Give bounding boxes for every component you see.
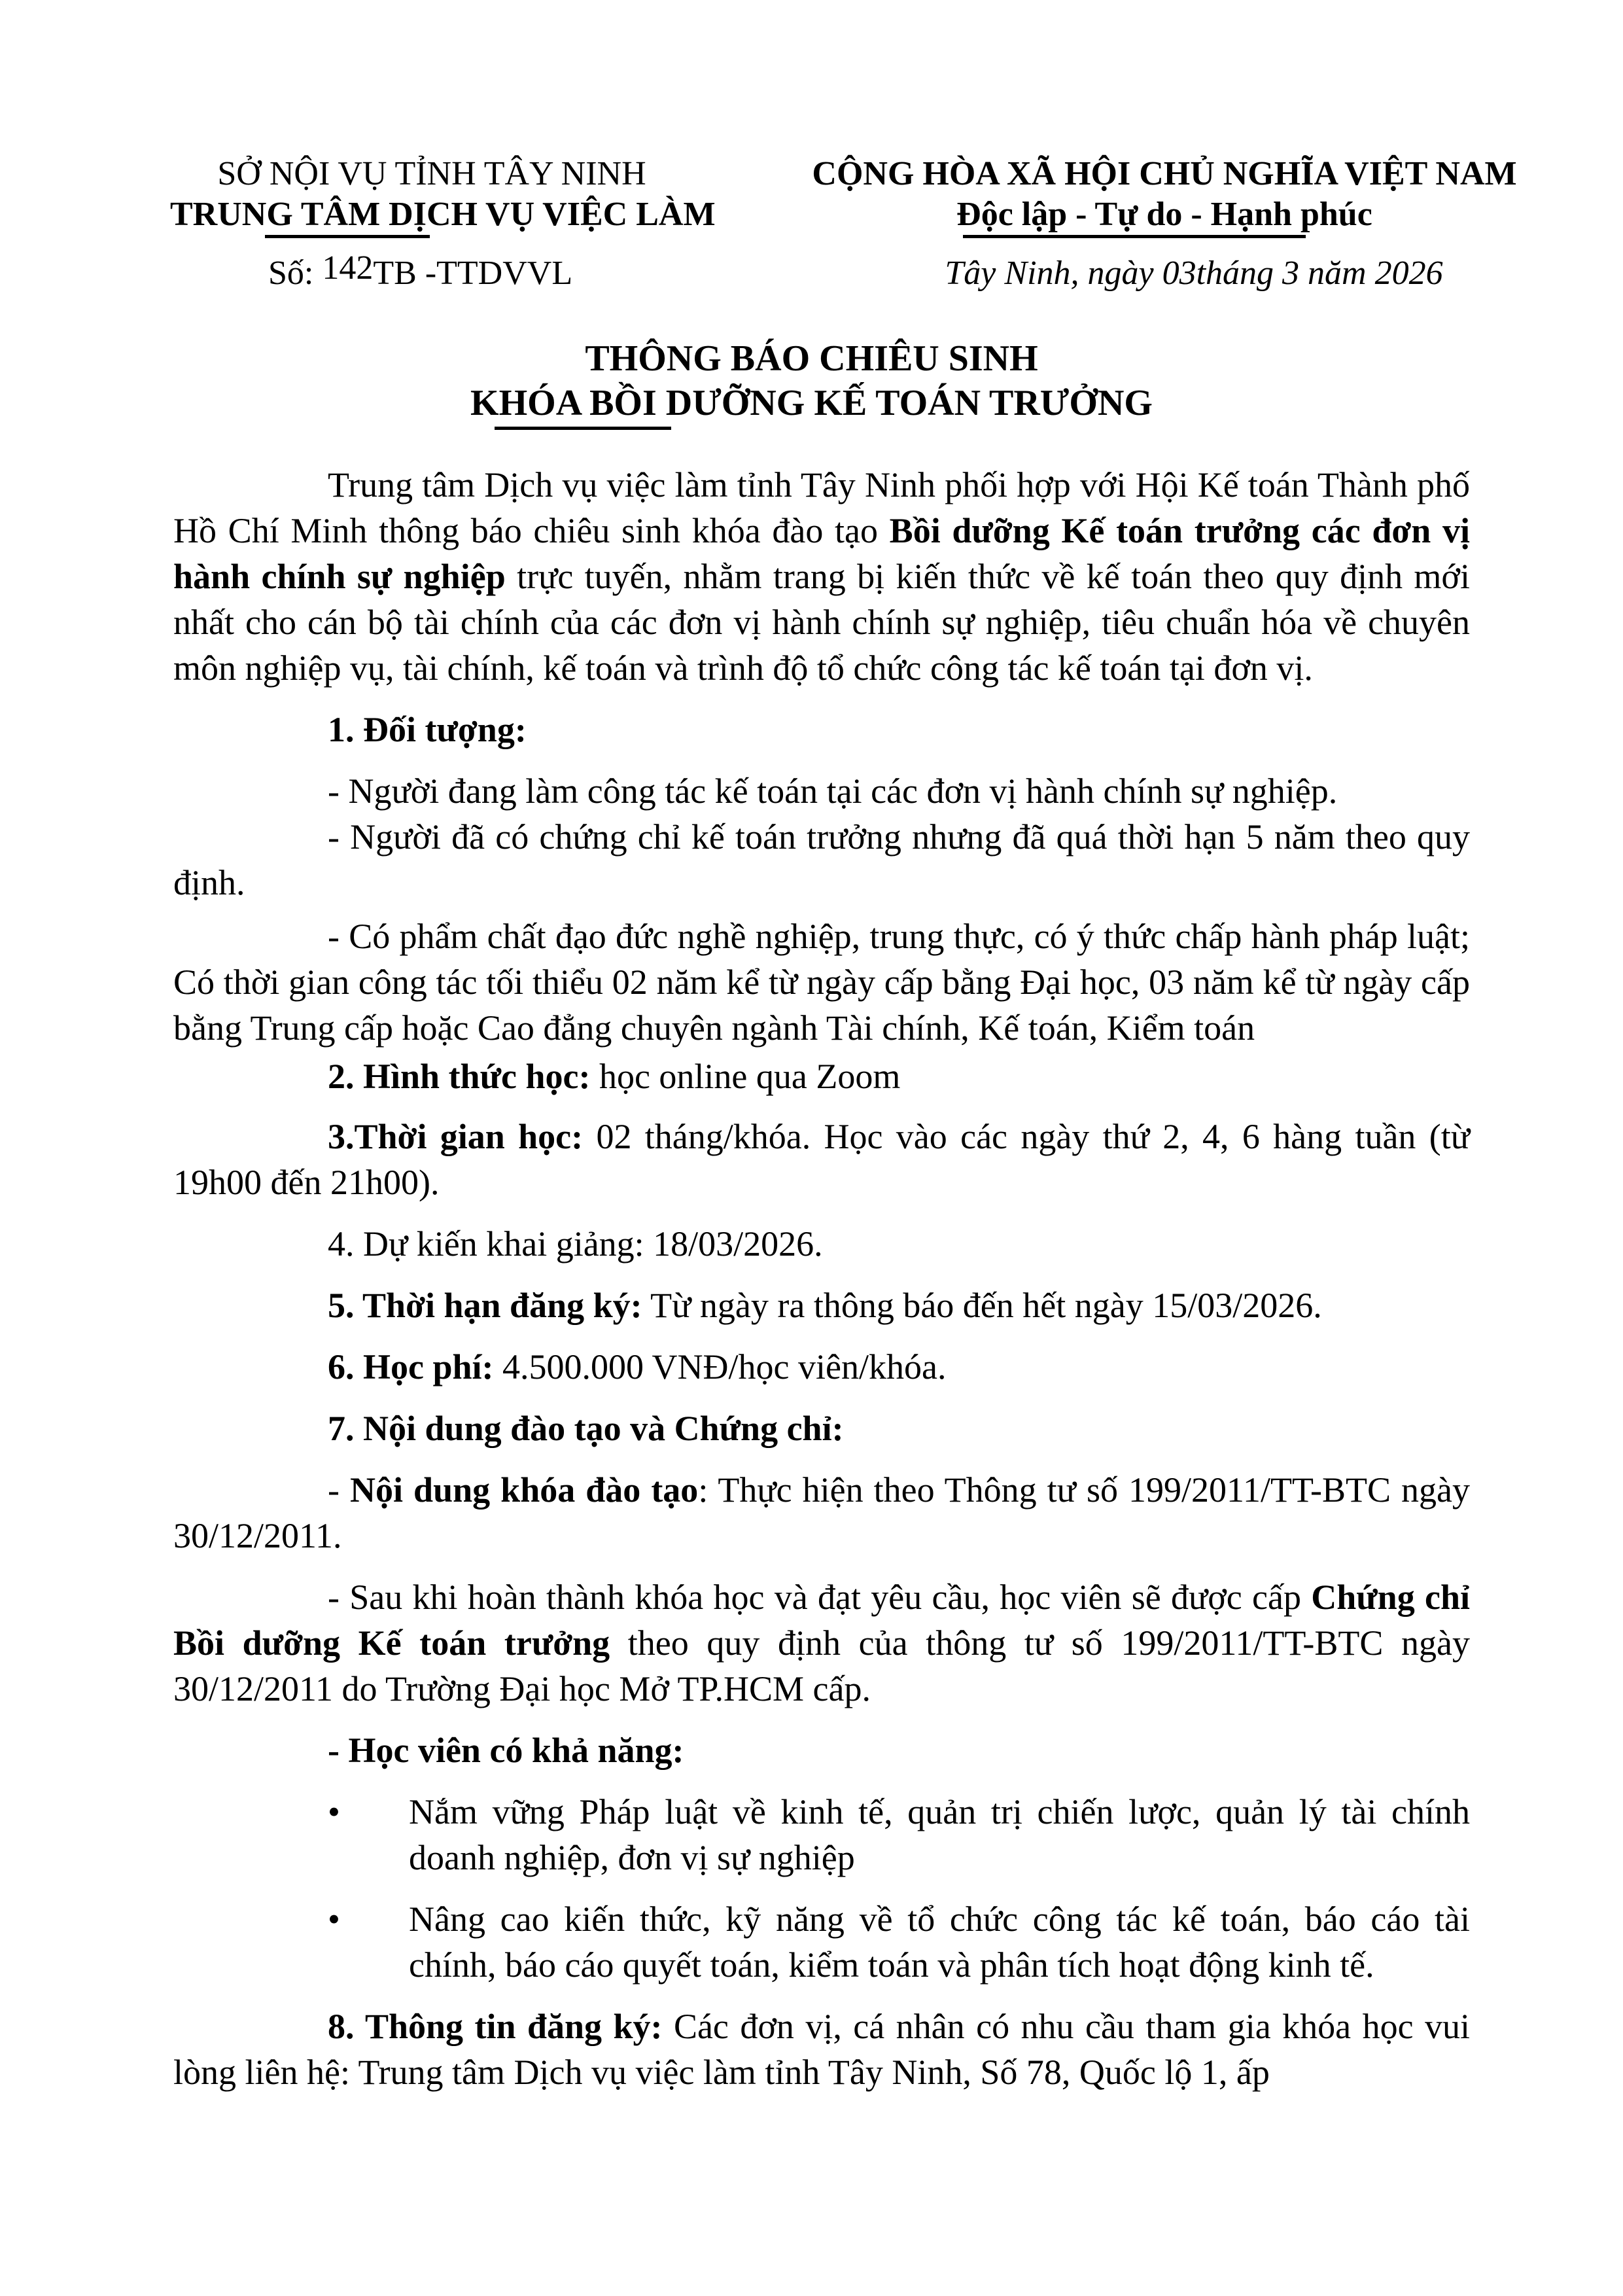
content-label: Nội dung khóa đào tạo [350,1470,699,1510]
section-6 [173,1344,1470,1390]
bullet-icon: • [328,1899,340,1939]
cert-name: Chứng chỉ Bồi dưỡng Kế toán trưởng [173,1578,1470,1663]
course-title: KHÓA BỒI DƯỠNG KẾ TOÁN TRƯỞNG [470,383,1153,423]
cert-text-cont: theo quy định của thông tư số 199/2011/TT-BTC ngày 30/12/2011 do Trường Đại học Mở TP.HCM cấp. [173,1623,1470,1708]
dash: - [328,1470,351,1510]
date-line: Tây Ninh, ngày 03tháng 3 năm 2026 [945,255,1443,292]
cert-text: - Sau khi hoàn thành khóa học và đạt yêu cầu, học viên sẽ được cấp [328,1578,1312,1617]
section-1-item: - Người đang làm công tác kế toán tại các đơn vị hành chính sự nghiệp. [328,771,1338,811]
section-6-value: 4.500.000 VNĐ/học viên/khóa. [493,1347,947,1386]
agency-name: TRUNG TÂM DỊCH VỤ VIỆC LÀM [170,196,716,233]
intro-text: Trung tâm Dịch vụ việc làm tỉnh Tây Ninh phối hợp với Hội Kế toán Thành phố Hồ Chí Minh thông báo chiêu sinh khóa đào tạo [173,465,1470,550]
section-3-label: 3.Thời gian học: [328,1117,584,1156]
ability-bullet [328,1896,1470,1988]
agency-parent: SỞ NỘI VỤ TỈNH TÂY NINH [217,155,646,192]
content-value: : Thực hiện theo Thông tư số 199/2011/TT-BTC ngày 30/12/2011. [173,1470,1470,1555]
doc-number-value: 142 [322,249,374,287]
section-6-label: 6. Học phí: [328,1347,494,1386]
intro-course-name: Bồi dưỡng Kế toán trưởng các đơn vị hành chính sự nghiệp [173,511,1470,596]
title-underline [495,427,671,430]
motto-underline [963,235,1306,238]
section-5 [173,1282,1470,1328]
ability-text: Nắm vững Pháp luật về kinh tế, quản trị chiến lược, quản lý tài chính doanh nghiệp, đơn vị sự nghiệp [409,1792,1470,1877]
section-1-heading: 1. Đối tượng: [328,710,527,749]
doc-number-label: Số: [268,255,314,292]
section-7-heading: 7. Nội dung đào tạo và Chứng chỉ: [328,1409,844,1448]
notice-title: THÔNG BÁO CHIÊU SINH [585,338,1038,379]
section-3 [173,1114,1470,1205]
intro-paragraph [173,462,1470,691]
doc-number-suffix: TB -TTDVVL [373,255,573,292]
intro-text-cont: trực tuyến, nhằm trang bị kiến thức về kế toán theo quy định mới nhất cho cán bộ tài chính của các đơn vị hành chính sự nghiệp, tiêu chuẩn hóa về chuyên môn nghiệp vụ, tài chính, kế toán và trình độ tổ chức công tác kế toán tại đơn vị. [173,557,1470,688]
national-title: CỘNG HÒA XÃ HỘI CHỦ NGHĨA VIỆT NAM [812,155,1517,192]
document-body [173,462,1470,2095]
abilities-heading: - Học viên có khả năng: [328,1731,684,1770]
section-5-value: Từ ngày ra thông báo đến hết ngày 15/03/2026. [642,1286,1322,1325]
section-7-content [173,1467,1470,1559]
ability-bullet [328,1789,1470,1881]
section-7-certificate [173,1574,1470,1712]
bullet-icon: • [328,1792,340,1831]
section-8-value: Các đơn vị, cá nhân có nhu cầu tham gia khóa học vui lòng liên hệ: Trung tâm Dịch vụ việc làm tỉnh Tây Ninh, Số 78, Quốc lộ 1, ấp [173,2007,1471,2092]
section-3-value: 02 tháng/khóa. Học vào các ngày thứ 2, 4, 6 hàng tuần (từ 19h00 đến 21h00). [173,1117,1470,1202]
section-1-item: - Người đã có chứng chỉ kế toán trưởng nhưng đã quá thời hạn 5 năm theo quy định. [173,817,1470,902]
section-8-label: 8. Thông tin đăng ký: [328,2007,663,2046]
section-2-label: 2. Hình thức học: [328,1057,591,1096]
section-2 [173,1053,1470,1099]
section-1-item: - Có phẩm chất đạo đức nghề nghiệp, trung thực, có ý thức chấp hành pháp luật; Có thời gian công tác tối thiểu 02 năm kể từ ngày cấp bằng Đại học, 03 năm kể từ ngày cấp bằng Trung cấp hoặc Cao đẳng chuyên ngành Tài chính, Kế toán, Kiểm toán [173,917,1470,1048]
document-number [268,249,573,293]
section-5-label: 5. Thời hạn đăng ký: [328,1286,642,1325]
section-4: 4. Dự kiến khai giảng: 18/03/2026. [328,1224,823,1263]
agency-underline [265,235,430,238]
national-motto: Độc lập - Tự do - Hạnh phúc [956,196,1372,233]
section-8 [173,2004,1470,2095]
ability-text: Nâng cao kiến thức, kỹ năng về tổ chức công tác kế toán, báo cáo tài chính, báo cáo quyết toán, kiểm toán và phân tích hoạt động kinh tế. [409,1899,1470,1985]
section-2-value: học online qua Zoom [590,1057,901,1096]
